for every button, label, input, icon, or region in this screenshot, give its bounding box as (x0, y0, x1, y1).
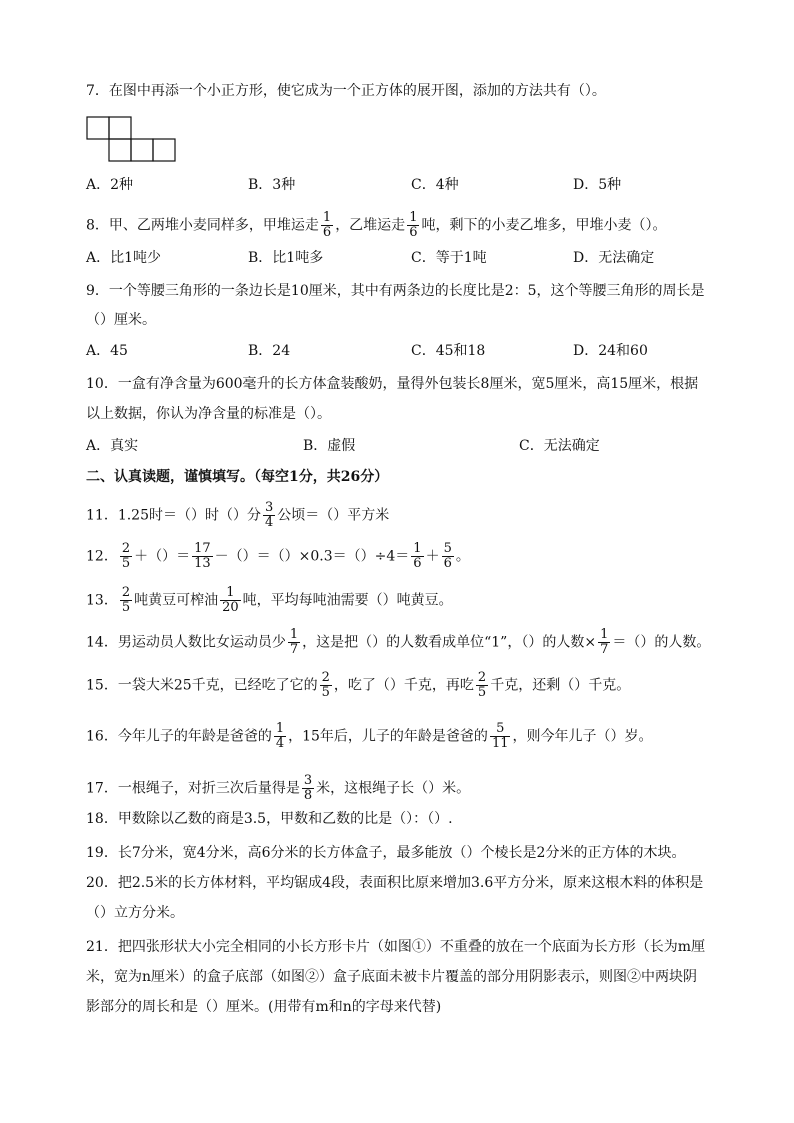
q21-stem-line3: 影部分的周长和是（）厘米。(用带有m和n的字母来代替) (86, 999, 442, 1015)
section-2-heading: 二、认真读题，谨慎填写。（每空1分，共26分） (86, 469, 389, 485)
q12-stem (86, 542, 470, 571)
q8-stem (86, 211, 666, 240)
q12-text-4: 。 (455, 548, 470, 565)
q10-option-a[interactable]: A．真实 (86, 438, 139, 454)
q14-fraction-1: $\frac{1}{7}$ (289, 627, 299, 657)
q10-option-c[interactable]: C．无法确定 (519, 438, 600, 454)
q11-fraction: $\frac{3}{4}$ (265, 500, 274, 530)
q8-option-a[interactable]: A．比1吨少 (86, 250, 162, 266)
q12-text-2: －（）＝（）×0.3＝（）÷4＝ (214, 548, 410, 565)
q8-fraction-1: $\frac{1}{6}$ (322, 210, 332, 240)
q10-option-b[interactable]: B．虚假 (303, 438, 356, 454)
q8-text-3: 吨，剩下的小麦乙堆多，甲堆小麦（）。 (421, 217, 667, 234)
q16-stem (86, 722, 652, 751)
q7-option-a[interactable]: A．2种 (86, 177, 134, 193)
q9-stem-line1: 9．一个等腰三角形的一条边长是10厘米，其中有两条边的长度比是2：5，这个等腰三角形的周长是 (86, 283, 705, 299)
q7-option-c[interactable]: C．4种 (411, 177, 459, 193)
q8-option-c[interactable]: C．等于1吨 (411, 250, 487, 266)
q9-option-d[interactable]: D．24和60 (573, 343, 648, 359)
q21-stem-line2: 米，宽为n厘米）的盒子底部（如图②）盒子底面未被卡片覆盖的部分用阴影表示，则图②中两块阴 (86, 969, 698, 985)
q20-stem-line2: （）立方分米。 (86, 905, 184, 921)
q15-fraction-2: $\frac{2}{5}$ (477, 670, 487, 700)
q9-option-b[interactable]: B．24 (248, 343, 291, 359)
q16-fraction-1: $\frac{1}{4}$ (275, 721, 285, 751)
q17-stem (86, 774, 470, 803)
q12-fraction-2: $\frac{1}{6}$ (413, 541, 422, 571)
cube-net-figure (86, 116, 180, 162)
q7-option-d[interactable]: D．5种 (573, 177, 622, 193)
q11-text-1: 11．1.25时＝（）时（）分 (86, 507, 261, 524)
q9-option-c[interactable]: C．45和18 (411, 343, 486, 359)
q19-stem: 19．长7分米，宽4分米，高6分米的长方体盒子，最多能放（）个棱长是2分米的正方体的木块。 (86, 845, 686, 861)
q14-text-1: 14．男运动员人数比女运动员少 (86, 634, 286, 651)
q17-text-1: 17．一根绳子，对折三次后量得是 (86, 780, 300, 797)
q15-text-1: 15．一袋大米25千克，已经吃了它的 (86, 677, 318, 694)
q8-fraction-2: $\frac{1}{6}$ (409, 210, 418, 240)
q9-stem-line2: （）厘米。 (86, 312, 156, 328)
q14-text-2: ，这是把（）的人数看成单位“1”，（）的人数× (302, 634, 597, 651)
q17-fraction: $\frac{3}{8}$ (303, 773, 313, 803)
q16-text-3: ，则今年儿子（）岁。 (512, 728, 653, 745)
q20-stem-line1: 20．把2.5米的长方体材料，平均锯成4段，表面积比原来增加3.6平方分米，原来这根木料的体积是 (86, 875, 704, 891)
q12-fraction-3: $\frac{5}{6}$ (443, 541, 452, 571)
q13-fraction-1: $\frac{1}{20}$ (222, 585, 239, 615)
q8-text-1: 8．甲、乙两堆小麦同样多，甲堆运走 (86, 217, 319, 234)
q8-option-d[interactable]: D．无法确定 (573, 250, 655, 266)
q11-text-2: 公顷＝（）平方米 (277, 507, 390, 524)
q16-text-2: ，15年后，儿子的年龄是爸爸的 (288, 728, 488, 745)
q12-text-1: ＋（）＝ (134, 548, 191, 565)
q11-stem (86, 501, 389, 530)
q16-fraction-2: $\frac{5}{11}$ (491, 721, 509, 751)
q14-text-3: ＝（）的人数。 (612, 634, 711, 651)
q12-text-3: ＋ (425, 548, 440, 565)
q7-stem: 7．在图中再添一个小正方形，使它成为一个正方体的展开图，添加的方法共有（）。 (86, 83, 606, 99)
q13-fraction-0: $\frac{2}{5}$ (121, 585, 131, 615)
q14-fraction-2: $\frac{1}{7}$ (600, 627, 609, 657)
q12-fraction-0: $\frac{2}{5}$ (121, 541, 131, 571)
q13-stem (86, 586, 453, 615)
q10-stem-line2: 以上数据，你认为净含量的标准是（）。 (86, 406, 331, 422)
q21-stem-line1: 21．把四张形状大小完全相同的小长方形卡片（如图①）不重叠的放在一个底面为长方形（长为m厘 (86, 939, 706, 955)
q10-stem-line1: 10．一盒有净含量为600毫升的长方体盒装酸奶，量得外包装长8厘米，宽5厘米，高15厘米，根据 (86, 376, 699, 392)
q15-fraction-1: $\frac{2}{5}$ (321, 670, 330, 700)
q14-stem (86, 628, 710, 657)
q8-option-b[interactable]: B．比1吨多 (248, 250, 324, 266)
q12-text-0: 12． (86, 548, 118, 565)
q12-fraction-1: $\frac{17}{13}$ (194, 541, 211, 571)
q17-text-2: 米，这根绳子长（）米。 (316, 780, 471, 797)
q13-text-2: 吨，平均每吨油需要（）吨黄豆。 (242, 592, 453, 609)
q7-option-b[interactable]: B．3种 (248, 177, 296, 193)
q8-text-2: ，乙堆运走 (335, 217, 406, 234)
q15-text-3: 千克，还剩（）千克。 (490, 677, 631, 694)
q18-stem: 18．甲数除以乙数的商是3.5，甲数和乙数的比是（）：（）. (86, 811, 453, 827)
q13-text-0: 13． (86, 592, 118, 609)
q16-text-1: 16．今年儿子的年龄是爸爸的 (86, 728, 272, 745)
q9-option-a[interactable]: A．45 (86, 343, 128, 359)
q15-text-2: ，吃了（）千克，再吃 (333, 677, 474, 694)
q15-stem (86, 671, 630, 700)
q13-text-1: 吨黄豆可榨油 (134, 592, 219, 609)
